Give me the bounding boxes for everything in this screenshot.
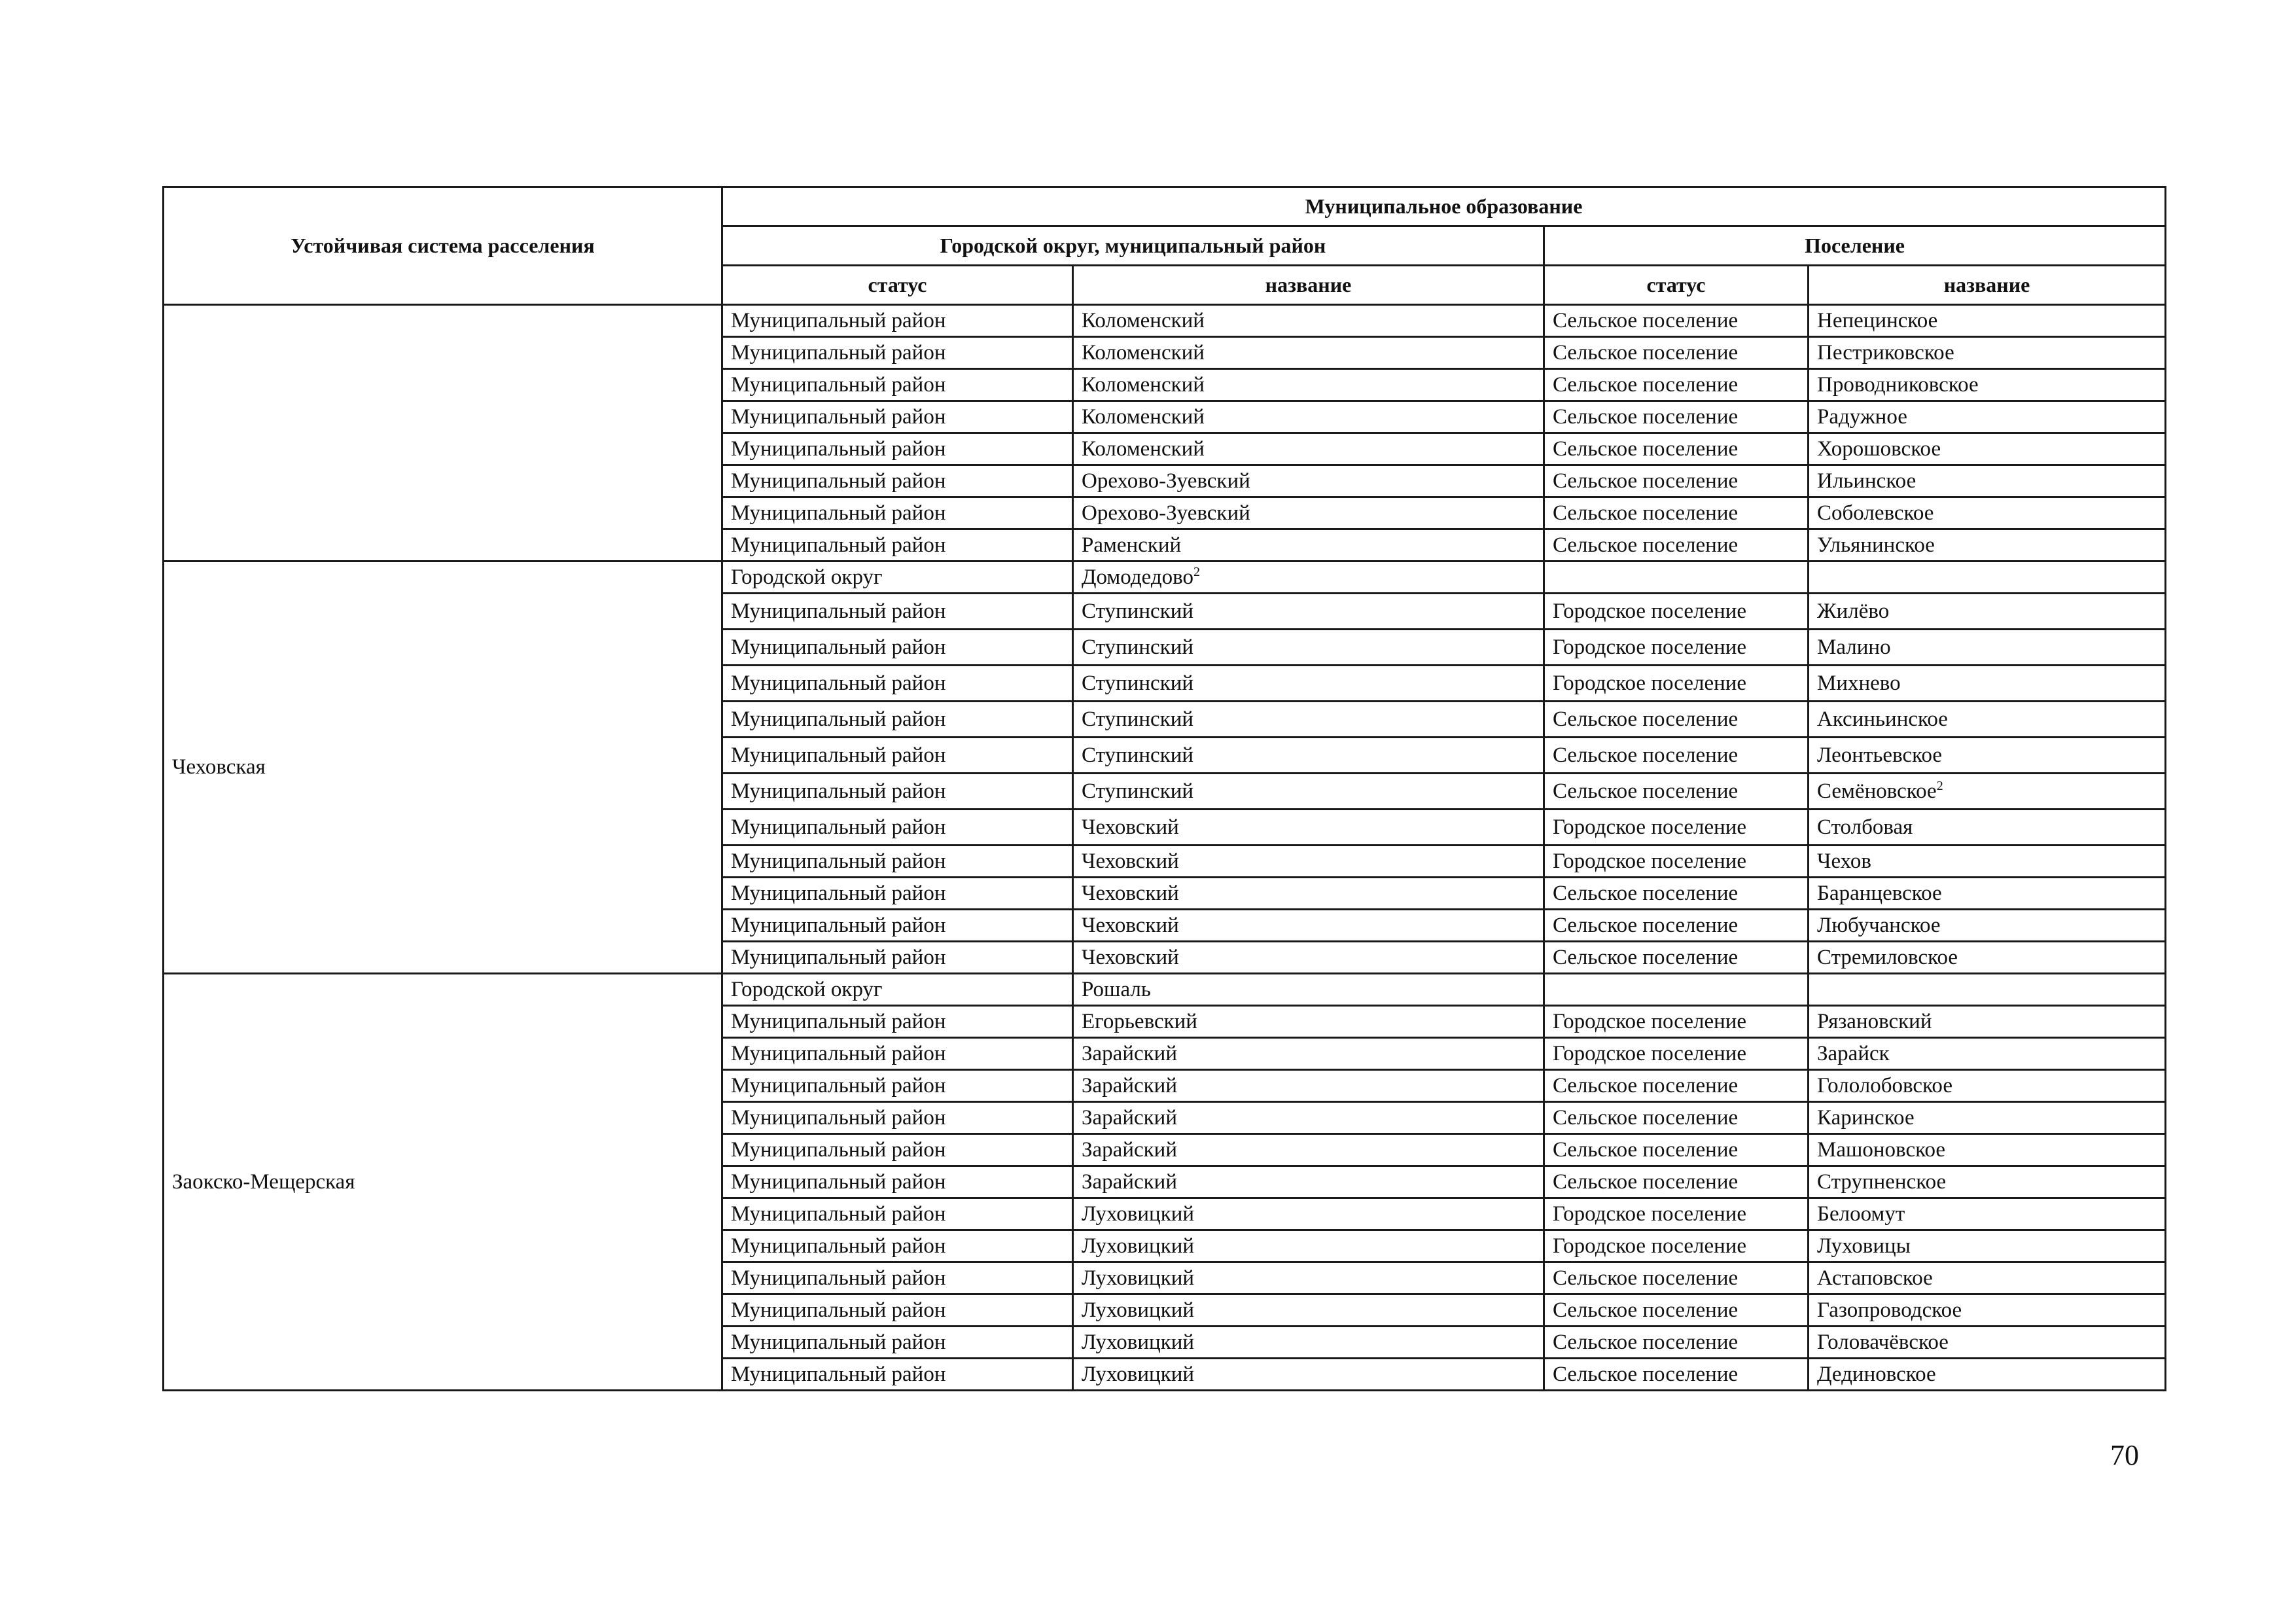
cell-district-name xyxy=(1073,1230,1544,1262)
cell-text: Астаповское xyxy=(1817,1266,1933,1290)
cell-district-name xyxy=(1073,1038,1544,1070)
cell-settlement-status xyxy=(1544,630,1809,666)
cell-text: Сельское поселение xyxy=(1553,1169,1739,1194)
cell-text: Муниципальный район xyxy=(731,1009,946,1033)
cell-text: Луховицкий xyxy=(1082,1298,1195,1322)
cell-settlement-status xyxy=(1544,878,1809,910)
cell-text: Сельское поселение xyxy=(1553,308,1739,332)
cell-text: Чеховский xyxy=(1082,913,1179,937)
header-district-status: статус xyxy=(722,266,1073,305)
cell-district-status xyxy=(722,666,1073,702)
cell-settlement-name xyxy=(1809,910,2166,942)
cell-text: Газопроводское xyxy=(1817,1298,1962,1322)
cell-text: Луховицкий xyxy=(1082,1266,1195,1290)
cell-text: Сельское поселение xyxy=(1553,1266,1739,1290)
header-district-group: Городской округ, муниципальный район xyxy=(722,226,1544,266)
cell-text: Малино xyxy=(1817,635,1891,659)
cell-district-status xyxy=(722,846,1073,878)
cell-text: Чехов xyxy=(1817,849,1871,873)
cell-settlement-status xyxy=(1544,433,1809,465)
cell-district-status xyxy=(722,337,1073,369)
cell-text: Зарайский xyxy=(1082,1105,1177,1130)
cell-district-status xyxy=(722,562,1073,594)
cell-district-name xyxy=(1073,878,1544,910)
cell-text: Сельское поселение xyxy=(1553,779,1739,803)
cell-settlement-name xyxy=(1809,1294,2166,1327)
cell-text: Муниципальный район xyxy=(731,849,946,873)
cell-text: Сельское поселение xyxy=(1553,1105,1739,1130)
cell-district-status xyxy=(722,910,1073,942)
cell-district-status xyxy=(722,1102,1073,1134)
cell-settlement-name xyxy=(1809,942,2166,974)
header-settlement-status: статус xyxy=(1544,266,1809,305)
cell-district-name xyxy=(1073,369,1544,401)
cell-settlement-status xyxy=(1544,401,1809,433)
cell-district-status xyxy=(722,529,1073,562)
cell-text: Муниципальный район xyxy=(731,671,946,695)
cell-district-status xyxy=(722,1198,1073,1230)
cell-text: Сельское поселение xyxy=(1553,469,1739,493)
cell-district-name xyxy=(1073,910,1544,942)
cell-settlement-status xyxy=(1544,337,1809,369)
cell-district-name xyxy=(1073,433,1544,465)
cell-text: Ступинский xyxy=(1082,599,1194,623)
cell-text: Дединовское xyxy=(1817,1362,1936,1386)
cell-district-status xyxy=(722,810,1073,846)
cell-text: Муниципальный район xyxy=(731,1234,946,1258)
cell-settlement-name xyxy=(1809,1070,2166,1102)
cell-settlement-name xyxy=(1809,702,2166,738)
settlement-system-cell xyxy=(164,305,722,562)
cell-settlement-name xyxy=(1809,529,2166,562)
cell-district-name xyxy=(1073,630,1544,666)
cell-district-status xyxy=(722,433,1073,465)
cell-text: Хорошовское xyxy=(1817,437,1941,461)
cell-settlement-status xyxy=(1544,1070,1809,1102)
cell-text: Коломенский xyxy=(1082,372,1205,397)
cell-district-name xyxy=(1073,562,1544,594)
cell-settlement-name xyxy=(1809,1198,2166,1230)
cell-district-status xyxy=(722,1359,1073,1391)
cell-text: Белоомут xyxy=(1817,1202,1905,1226)
cell-settlement-name xyxy=(1809,666,2166,702)
cell-settlement-status xyxy=(1544,810,1809,846)
cell-text: Радужное xyxy=(1817,404,1907,429)
cell-district-name xyxy=(1073,666,1544,702)
cell-district-status xyxy=(722,738,1073,774)
cell-settlement-name xyxy=(1809,878,2166,910)
cell-text: Муниципальный район xyxy=(731,469,946,493)
cell-text: Ульянинское xyxy=(1817,533,1935,557)
cell-settlement-name xyxy=(1809,1327,2166,1359)
cell-district-name xyxy=(1073,1102,1544,1134)
cell-district-name xyxy=(1073,594,1544,630)
cell-text: Городское поселение xyxy=(1553,1202,1747,1226)
header-settlement-system: Устойчивая система расселения xyxy=(164,187,722,305)
table-row xyxy=(164,562,2166,594)
cell-district-status xyxy=(722,1166,1073,1198)
cell-text: Домодедово xyxy=(1082,565,1193,589)
cell-text: Сельское поселение xyxy=(1553,404,1739,429)
cell-settlement-name xyxy=(1809,433,2166,465)
cell-text: Муниципальный район xyxy=(731,635,946,659)
cell-text: Егорьевский xyxy=(1082,1009,1197,1033)
cell-settlement-name xyxy=(1809,846,2166,878)
cell-text: Ступинский xyxy=(1082,743,1194,767)
footnote-mark: 2 xyxy=(1936,778,1943,793)
cell-text: Сельское поселение xyxy=(1553,533,1739,557)
cell-district-status xyxy=(722,1006,1073,1038)
cell-district-status xyxy=(722,594,1073,630)
cell-district-name xyxy=(1073,702,1544,738)
cell-district-name xyxy=(1073,810,1544,846)
cell-settlement-status xyxy=(1544,1294,1809,1327)
cell-district-status xyxy=(722,1230,1073,1262)
cell-district-status xyxy=(722,1134,1073,1166)
cell-text: Луховицкий xyxy=(1082,1202,1195,1226)
cell-district-status xyxy=(722,1327,1073,1359)
cell-text: Муниципальный район xyxy=(731,1105,946,1130)
header-municipal-formation: Муниципальное образование xyxy=(722,187,2166,226)
cell-text: Чеховский xyxy=(1082,881,1179,905)
cell-settlement-status xyxy=(1544,1134,1809,1166)
cell-text: Сельское поселение xyxy=(1553,707,1739,731)
cell-settlement-name xyxy=(1809,1166,2166,1198)
cell-settlement-status xyxy=(1544,562,1809,594)
cell-text: Аксиньинское xyxy=(1817,707,1948,731)
cell-text: Муниципальный район xyxy=(731,1137,946,1162)
cell-settlement-status xyxy=(1544,1230,1809,1262)
cell-text: Чеховский xyxy=(1082,849,1179,873)
header-district-name: название xyxy=(1073,266,1544,305)
cell-text: Каринское xyxy=(1817,1105,1915,1130)
cell-settlement-status xyxy=(1544,666,1809,702)
cell-text: Рязановский xyxy=(1817,1009,1932,1033)
cell-district-name xyxy=(1073,1134,1544,1166)
cell-settlement-name xyxy=(1809,1102,2166,1134)
cell-settlement-name xyxy=(1809,401,2166,433)
cell-text: Городское поселение xyxy=(1553,1009,1747,1033)
cell-settlement-name xyxy=(1809,1134,2166,1166)
cell-text: Коломенский xyxy=(1082,404,1205,429)
cell-text: Зарайский xyxy=(1082,1041,1177,1065)
cell-text: Сельское поселение xyxy=(1553,437,1739,461)
cell-settlement-name xyxy=(1809,810,2166,846)
header-settlement-name: название xyxy=(1809,266,2166,305)
cell-text: Муниципальный район xyxy=(731,1041,946,1065)
cell-text: Струпненское xyxy=(1817,1169,1947,1194)
cell-text: Сельское поселение xyxy=(1553,881,1739,905)
cell-text: Орехово-Зуевский xyxy=(1082,469,1250,493)
cell-text: Муниципальный район xyxy=(731,599,946,623)
cell-settlement-status xyxy=(1544,1038,1809,1070)
header-settlement-group: Поселение xyxy=(1544,226,2166,266)
cell-settlement-status xyxy=(1544,594,1809,630)
cell-settlement-status xyxy=(1544,305,1809,337)
cell-text: Городской округ xyxy=(731,977,883,1001)
cell-settlement-status xyxy=(1544,497,1809,529)
cell-text: Михнево xyxy=(1817,671,1901,695)
cell-district-name xyxy=(1073,974,1544,1006)
cell-district-name xyxy=(1073,774,1544,810)
cell-text: Зарайский xyxy=(1082,1073,1177,1097)
cell-text: Муниципальный район xyxy=(731,1362,946,1386)
cell-text: Сельское поселение xyxy=(1553,340,1739,365)
cell-text: Сельское поселение xyxy=(1553,372,1739,397)
cell-district-name xyxy=(1073,1294,1544,1327)
cell-text: Муниципальный район xyxy=(731,1266,946,1290)
cell-text: Баранцевское xyxy=(1817,881,1942,905)
cell-settlement-name xyxy=(1809,1262,2166,1294)
cell-settlement-name xyxy=(1809,305,2166,337)
cell-settlement-status xyxy=(1544,1006,1809,1038)
cell-text: Городской округ xyxy=(731,565,883,589)
cell-text: Луховицы xyxy=(1817,1234,1911,1258)
cell-district-status xyxy=(722,942,1073,974)
cell-district-status xyxy=(722,774,1073,810)
cell-text: Сельское поселение xyxy=(1553,1330,1739,1354)
cell-text: Столбовая xyxy=(1817,815,1913,839)
cell-district-name xyxy=(1073,1198,1544,1230)
cell-settlement-name xyxy=(1809,1038,2166,1070)
cell-text: Непецинское xyxy=(1817,308,1938,332)
cell-text: Городское поселение xyxy=(1553,635,1747,659)
cell-settlement-status xyxy=(1544,1262,1809,1294)
cell-text: Луховицкий xyxy=(1082,1362,1195,1386)
cell-settlement-status xyxy=(1544,1359,1809,1391)
cell-district-name xyxy=(1073,529,1544,562)
cell-district-name xyxy=(1073,846,1544,878)
cell-text: Соболевское xyxy=(1817,501,1934,525)
cell-settlement-status xyxy=(1544,702,1809,738)
cell-district-name xyxy=(1073,1359,1544,1391)
cell-text: Муниципальный район xyxy=(731,308,946,332)
cell-district-name xyxy=(1073,305,1544,337)
cell-settlement-status xyxy=(1544,846,1809,878)
cell-text: Муниципальный район xyxy=(731,1298,946,1322)
cell-text: Муниципальный район xyxy=(731,743,946,767)
cell-text: Муниципальный район xyxy=(731,945,946,969)
cell-settlement-name xyxy=(1809,337,2166,369)
cell-text: Ступинский xyxy=(1082,635,1194,659)
cell-text: Муниципальный район xyxy=(731,881,946,905)
cell-text: Жилёво xyxy=(1817,599,1890,623)
cell-district-name xyxy=(1073,1006,1544,1038)
cell-district-name xyxy=(1073,738,1544,774)
table-body xyxy=(164,305,2166,1391)
table-row xyxy=(164,305,2166,337)
page-number: 70 xyxy=(2110,1439,2139,1471)
cell-text: Муниципальный район xyxy=(731,340,946,365)
cell-text: Городское поселение xyxy=(1553,815,1747,839)
cell-district-name xyxy=(1073,337,1544,369)
cell-district-status xyxy=(722,1294,1073,1327)
cell-settlement-name xyxy=(1809,630,2166,666)
cell-settlement-status xyxy=(1544,1327,1809,1359)
cell-text: Гололобовское xyxy=(1817,1073,1952,1097)
cell-text: Муниципальный район xyxy=(731,707,946,731)
cell-district-name xyxy=(1073,497,1544,529)
cell-text: Сельское поселение xyxy=(1553,1137,1739,1162)
cell-text: Чеховский xyxy=(1082,815,1179,839)
cell-district-name xyxy=(1073,401,1544,433)
settlement-system-cell: Чеховская xyxy=(164,562,722,974)
cell-text: Муниципальный район xyxy=(731,1169,946,1194)
cell-text: Муниципальный район xyxy=(731,815,946,839)
footnote-mark: 2 xyxy=(1193,564,1200,579)
cell-text: Муниципальный район xyxy=(731,437,946,461)
settlement-systems-table-page xyxy=(162,186,2164,1391)
cell-district-status xyxy=(722,974,1073,1006)
settlement-system-cell: Заокско-Мещерская xyxy=(164,974,722,1391)
cell-text: Сельское поселение xyxy=(1553,913,1739,937)
cell-text: Орехово-Зуевский xyxy=(1082,501,1250,525)
cell-text: Городское поселение xyxy=(1553,599,1747,623)
cell-text: Муниципальный район xyxy=(731,1202,946,1226)
cell-text: Любучанское xyxy=(1817,913,1941,937)
cell-district-name xyxy=(1073,942,1544,974)
cell-district-status xyxy=(722,465,1073,497)
cell-text: Городское поселение xyxy=(1553,1041,1747,1065)
cell-settlement-status xyxy=(1544,1102,1809,1134)
cell-settlement-name xyxy=(1809,594,2166,630)
cell-district-status xyxy=(722,1070,1073,1102)
cell-settlement-status xyxy=(1544,1198,1809,1230)
cell-district-name xyxy=(1073,1070,1544,1102)
cell-district-status xyxy=(722,369,1073,401)
cell-text: Леонтьевское xyxy=(1817,743,1943,767)
cell-text: Раменский xyxy=(1082,533,1182,557)
cell-settlement-name xyxy=(1809,497,2166,529)
cell-text: Коломенский xyxy=(1082,308,1205,332)
cell-district-status xyxy=(722,702,1073,738)
cell-text: Ступинский xyxy=(1082,779,1194,803)
cell-text: Муниципальный район xyxy=(731,1073,946,1097)
settlement-systems-table xyxy=(162,186,2166,1391)
cell-settlement-status xyxy=(1544,910,1809,942)
cell-district-status xyxy=(722,630,1073,666)
cell-text: Ильинское xyxy=(1817,469,1916,493)
cell-settlement-name xyxy=(1809,738,2166,774)
cell-text: Головачёвское xyxy=(1817,1330,1949,1354)
cell-district-name xyxy=(1073,1166,1544,1198)
cell-text: Городское поселение xyxy=(1553,1234,1747,1258)
cell-settlement-status xyxy=(1544,369,1809,401)
cell-settlement-name xyxy=(1809,1006,2166,1038)
cell-text: Муниципальный район xyxy=(731,533,946,557)
cell-settlement-name xyxy=(1809,562,2166,594)
cell-text: Городское поселение xyxy=(1553,849,1747,873)
cell-text: Коломенский xyxy=(1082,340,1205,365)
cell-text: Зарайский xyxy=(1082,1137,1177,1162)
cell-text: Сельское поселение xyxy=(1553,743,1739,767)
cell-settlement-status xyxy=(1544,942,1809,974)
cell-text: Ступинский xyxy=(1082,707,1194,731)
cell-settlement-name xyxy=(1809,465,2166,497)
cell-settlement-status xyxy=(1544,1166,1809,1198)
cell-text: Коломенский xyxy=(1082,437,1205,461)
cell-text: Стремиловское xyxy=(1817,945,1958,969)
cell-settlement-name xyxy=(1809,1359,2166,1391)
cell-text: Зарайск xyxy=(1817,1041,1890,1065)
cell-settlement-status xyxy=(1544,529,1809,562)
cell-text: Муниципальный район xyxy=(731,779,946,803)
cell-settlement-name xyxy=(1809,974,2166,1006)
cell-district-name xyxy=(1073,465,1544,497)
cell-text: Сельское поселение xyxy=(1553,501,1739,525)
table-row xyxy=(164,974,2166,1006)
cell-settlement-name xyxy=(1809,1230,2166,1262)
cell-text: Проводниковское xyxy=(1817,372,1979,397)
cell-settlement-status xyxy=(1544,465,1809,497)
cell-settlement-name xyxy=(1809,369,2166,401)
cell-text: Муниципальный район xyxy=(731,913,946,937)
cell-text: Чеховский xyxy=(1082,945,1179,969)
cell-text: Луховицкий xyxy=(1082,1330,1195,1354)
cell-text: Муниципальный район xyxy=(731,372,946,397)
cell-text: Сельское поселение xyxy=(1553,1298,1739,1322)
cell-text: Сельское поселение xyxy=(1553,1362,1739,1386)
cell-district-name xyxy=(1073,1327,1544,1359)
cell-text: Муниципальный район xyxy=(731,404,946,429)
cell-text: Машоновское xyxy=(1817,1137,1946,1162)
cell-settlement-name xyxy=(1809,774,2166,810)
cell-settlement-status xyxy=(1544,974,1809,1006)
cell-district-status xyxy=(722,878,1073,910)
cell-settlement-status xyxy=(1544,738,1809,774)
cell-settlement-status xyxy=(1544,774,1809,810)
cell-text: Муниципальный район xyxy=(731,501,946,525)
cell-district-status xyxy=(722,401,1073,433)
cell-text: Пестриковское xyxy=(1817,340,1954,365)
cell-text: Семёновское xyxy=(1817,779,1937,803)
cell-text: Муниципальный район xyxy=(731,1330,946,1354)
cell-district-status xyxy=(722,497,1073,529)
cell-district-name xyxy=(1073,1262,1544,1294)
cell-text: Зарайский xyxy=(1082,1169,1177,1194)
cell-district-status xyxy=(722,305,1073,337)
cell-text: Сельское поселение xyxy=(1553,945,1739,969)
cell-district-status xyxy=(722,1262,1073,1294)
cell-text: Луховицкий xyxy=(1082,1234,1195,1258)
cell-district-status xyxy=(722,1038,1073,1070)
cell-text: Сельское поселение xyxy=(1553,1073,1739,1097)
cell-text: Городское поселение xyxy=(1553,671,1747,695)
cell-text: Ступинский xyxy=(1082,671,1194,695)
cell-text: Рошаль xyxy=(1082,977,1151,1001)
